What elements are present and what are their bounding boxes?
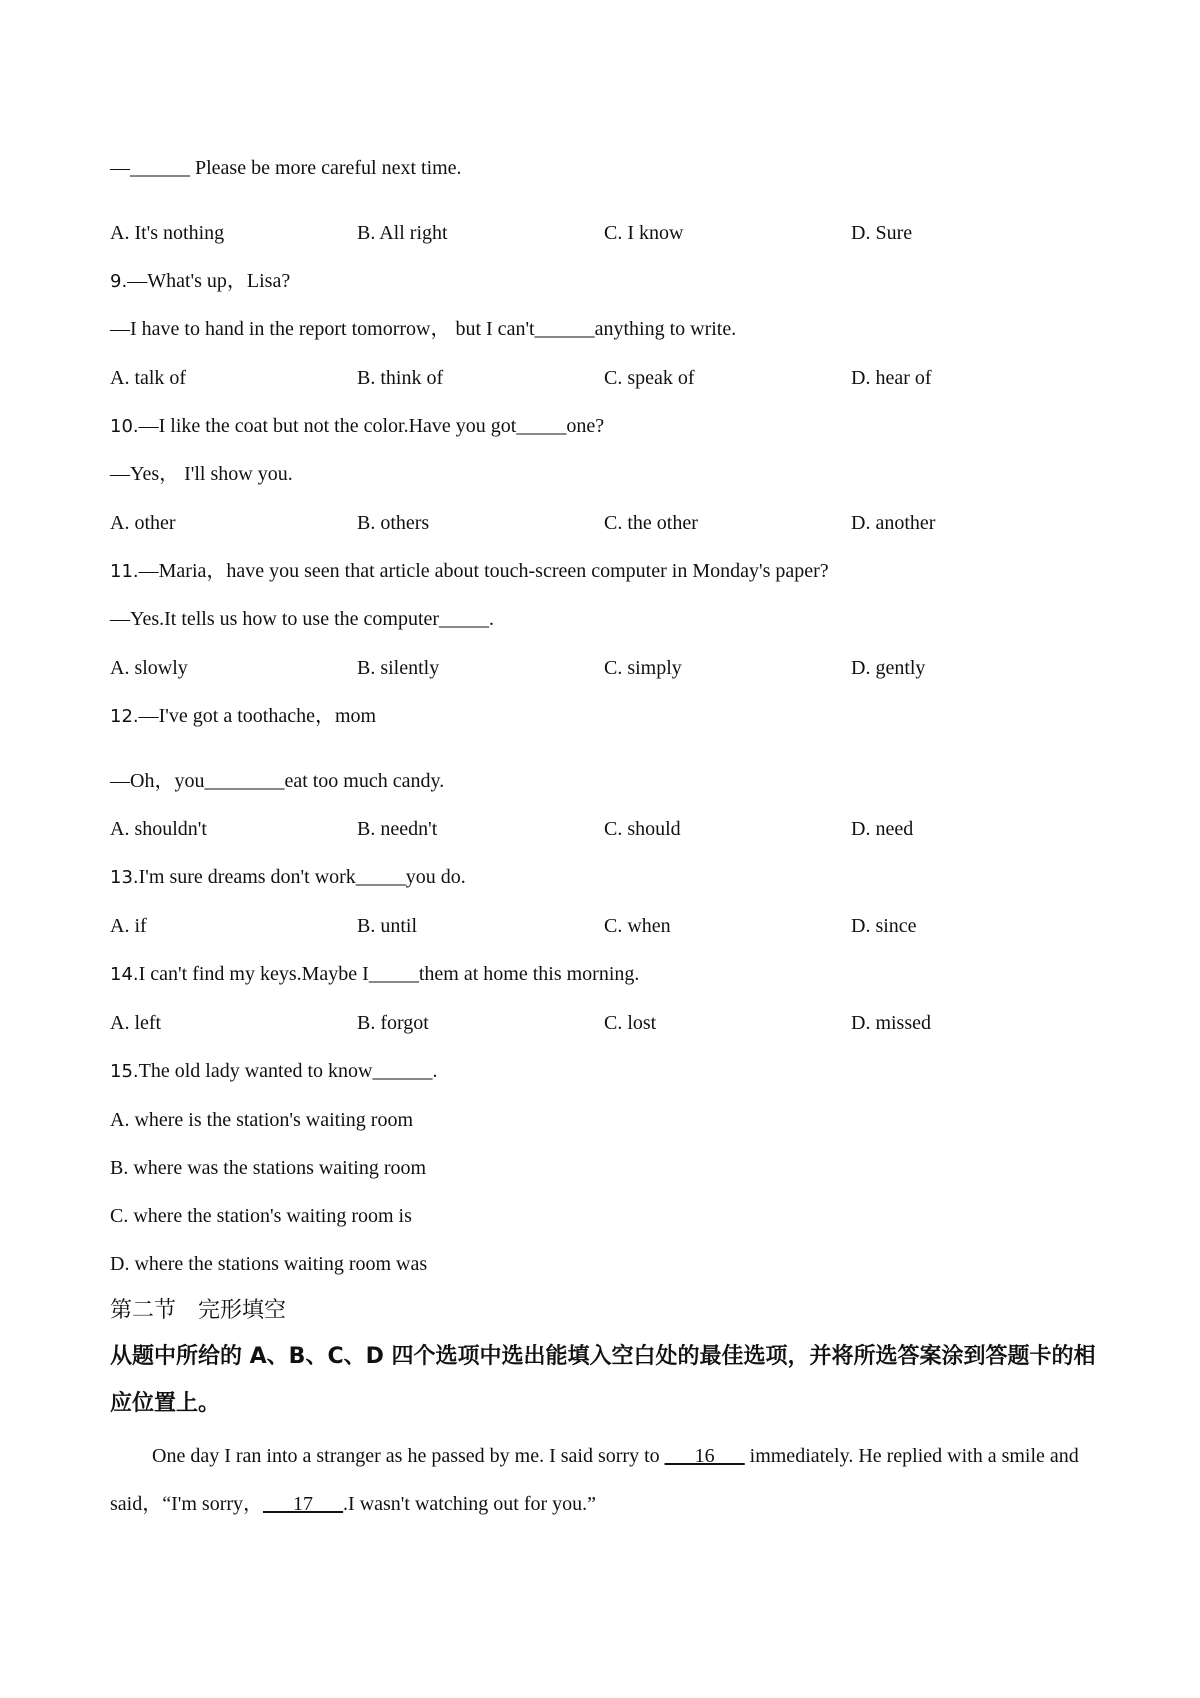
blank-16: ___16___: [664, 1445, 745, 1467]
q12-number: 12.: [110, 706, 139, 727]
q12-option-b: B. needn't: [357, 818, 438, 840]
q13-line1: I'm sure dreams don't work_____you do.: [138, 866, 466, 888]
q14-option-c: C. lost: [604, 1012, 657, 1034]
q13-prompt: [110, 864, 466, 891]
q14-option-a: A. left: [110, 1012, 162, 1034]
q9-number: 9.: [110, 271, 128, 292]
q14-number: 14.: [110, 964, 139, 985]
q9-line2: —I have to hand in the report tomorrow， but I can't______anything to write.: [110, 318, 737, 340]
q8-option-a: A. It's nothing: [110, 222, 225, 244]
q10-option-b: B. others: [357, 512, 430, 534]
q14-prompt: [110, 961, 639, 988]
q10-options: [110, 510, 1110, 536]
q10-prompt: [110, 413, 604, 440]
q11-prompt: [110, 558, 829, 585]
q12-line2: —Oh，you________eat too much candy.: [110, 770, 445, 792]
q12-option-d: D. need: [851, 818, 914, 840]
q8-option-b: B. All right: [357, 222, 448, 244]
q10-line1: —I like the coat but not the color.Have you got_____one?: [138, 415, 605, 437]
q13-option-a: A. if: [110, 915, 147, 937]
q11-options: [110, 655, 1110, 681]
q11-line2: —Yes.It tells us how to use the computer_____.: [110, 608, 495, 630]
q11-option-c: C. simply: [604, 657, 682, 679]
q14-options: [110, 1010, 1110, 1036]
q13-option-b: B. until: [357, 915, 418, 937]
cloze-passage: [110, 1432, 1110, 1528]
q8-options: [110, 220, 1110, 246]
q12-line1: —I've got a toothache，mom: [138, 705, 377, 727]
q9-option-a: A. talk of: [110, 367, 187, 389]
q9-prompt: [110, 268, 290, 295]
q8-answer-line: —______ Please be more careful next time.: [110, 157, 462, 179]
passage-part2: immediately. He replied with a smile and said，“I'm sorry，: [110, 1445, 1079, 1515]
q10-option-d: D. another: [851, 512, 936, 534]
q12-options: [110, 816, 1110, 842]
q14-line1: I can't find my keys.Maybe I_____them at home this morning.: [138, 963, 640, 985]
q15-number: 15.: [110, 1061, 139, 1082]
q12-prompt: [110, 703, 376, 730]
q11-option-d: D. gently: [851, 657, 926, 679]
q8-option-d: D. Sure: [851, 222, 913, 244]
q13-option-d: D. since: [851, 915, 917, 937]
blank-17: ___17___: [263, 1493, 344, 1515]
q13-number: 13.: [110, 867, 139, 888]
section-instruction: 从题中所给的 A、B、C、D 四个选项中选出能填入空白处的最佳选项，并将所选答案涂到答题卡的相应位置上。: [110, 1344, 1096, 1416]
q14-option-b: B. forgot: [357, 1012, 429, 1034]
passage-part1: One day I ran into a stranger as he passed by me. I said sorry to: [152, 1445, 665, 1467]
q11-number: 11.: [110, 561, 139, 582]
q10-line2: —Yes， I'll show you.: [110, 463, 293, 485]
q13-option-c: C. when: [604, 915, 671, 937]
q11-option-a: A. slowly: [110, 657, 188, 679]
q14-option-d: D. missed: [851, 1012, 931, 1034]
section-title: 第二节 完形填空: [110, 1298, 287, 1323]
q11-option-b: B. silently: [357, 657, 440, 679]
q11-line1: —Maria，have you seen that article about touch-screen computer in Monday's paper?: [138, 560, 829, 582]
passage-part3: .I wasn't watching out for you.”: [343, 1493, 597, 1515]
q9-line1: —What's up，Lisa?: [127, 270, 291, 292]
q15-option-b: B. where was the stations waiting room: [110, 1157, 427, 1179]
q9-option-c: C. speak of: [604, 367, 695, 389]
q10-option-a: A. other: [110, 512, 176, 534]
q10-number: 10.: [110, 416, 139, 437]
q12-option-a: A. shouldn't: [110, 818, 207, 840]
q15-option-d: D. where the stations waiting room was: [110, 1253, 428, 1275]
q15-line1: The old lady wanted to know______.: [138, 1060, 438, 1082]
q15-prompt: [110, 1058, 437, 1085]
q9-option-b: B. think of: [357, 367, 444, 389]
q9-options: [110, 365, 1110, 391]
q12-option-c: C. should: [604, 818, 681, 840]
q8-option-c: C. I know: [604, 222, 684, 244]
q10-option-c: C. the other: [604, 512, 698, 534]
q15-option-a: A. where is the station's waiting room: [110, 1109, 413, 1131]
q9-option-d: D. hear of: [851, 367, 932, 389]
q15-option-c: C. where the station's waiting room is: [110, 1205, 412, 1227]
q13-options: [110, 913, 1110, 939]
